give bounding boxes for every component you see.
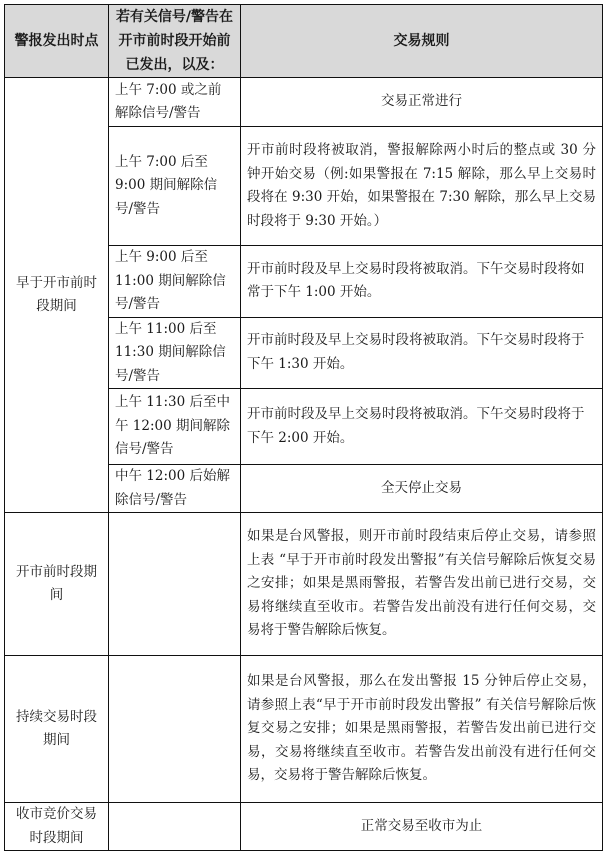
period-cell: 开市前时段期间 (5, 513, 109, 656)
condition-cell: 上午 11:00 后至 11:30 期间解除信号/警告 (109, 317, 241, 389)
period-cell: 收市竞价交易时段期间 (5, 803, 109, 851)
rule-cell: 开市前时段将被取消，警报解除两小时后的整点或 30 分钟开始交易（例:如果警报在 7:15 解除，那么早上交易时段将在 9:30 开始，如果警报在 7:30 解除，那么早上交易时段将于 9:30 开始。） (241, 127, 603, 246)
condition-cell: 上午 11:30 后至中午 12:00 期间解除信号/警告 (109, 389, 241, 465)
header-alert-time: 警报发出时点 (5, 5, 109, 78)
period-cell: 早于开市前时段期间 (5, 78, 109, 513)
condition-cell (109, 803, 241, 851)
header-trading-rule: 交易规则 (241, 5, 603, 78)
table-row (5, 803, 603, 851)
rule-cell: 开市前时段及早上交易时段将被取消。下午交易时段将于下午 2:00 开始。 (241, 389, 603, 465)
header-row (5, 5, 603, 78)
table-row (5, 513, 603, 656)
condition-cell: 中午 12:00 后始解除信号/警告 (109, 465, 241, 513)
rule-cell: 正常交易至收市为止 (241, 803, 603, 851)
condition-cell: 上午 7:00 后至 9:00 期间解除信号/警告 (109, 127, 241, 246)
condition-cell (109, 656, 241, 803)
table-row (5, 656, 603, 803)
rule-cell: 交易正常进行 (241, 78, 603, 127)
trading-rules-table (4, 4, 603, 851)
rule-cell: 开市前时段及早上交易时段将被取消。下午交易时段将如常于下午 1:00 开始。 (241, 246, 603, 318)
rule-cell: 如果是台风警报，那么在发出警报 15 分钟后停止交易，请参照上表“早于开市前时段发出警报” 有关信号解除后恢复交易之安排；如果是黑雨警报，若警告发出前已进行交易，交易将继续直至收市。若警告发出前没有进行任何交易，交易将于警告解除后恢复。 (241, 656, 603, 803)
period-cell: 持续交易时段期间 (5, 656, 109, 803)
condition-cell: 上午 7:00 或之前解除信号/警告 (109, 78, 241, 127)
rule-cell: 开市前时段及早上交易时段将被取消。下午交易时段将于下午 1:30 开始。 (241, 317, 603, 389)
condition-cell: 上午 9:00 后至 11:00 期间解除信号/警告 (109, 246, 241, 318)
header-condition: 若有关信号/警告在开市前时段开始前已发出，以及： (109, 5, 241, 78)
condition-cell (109, 513, 241, 656)
rule-cell: 如果是台风警报，则开市前时段结束后停止交易，请参照上表 “早于开市前时段发出警报”有关信号解除后恢复交易之安排；如果是黑雨警报，若警告发出前已进行交易，交易将继续直至收市。若警告发出前没有进行任何交易，交易将于警告解除后恢复。 (241, 513, 603, 656)
table-row (5, 78, 603, 127)
rule-cell: 全天停止交易 (241, 465, 603, 513)
